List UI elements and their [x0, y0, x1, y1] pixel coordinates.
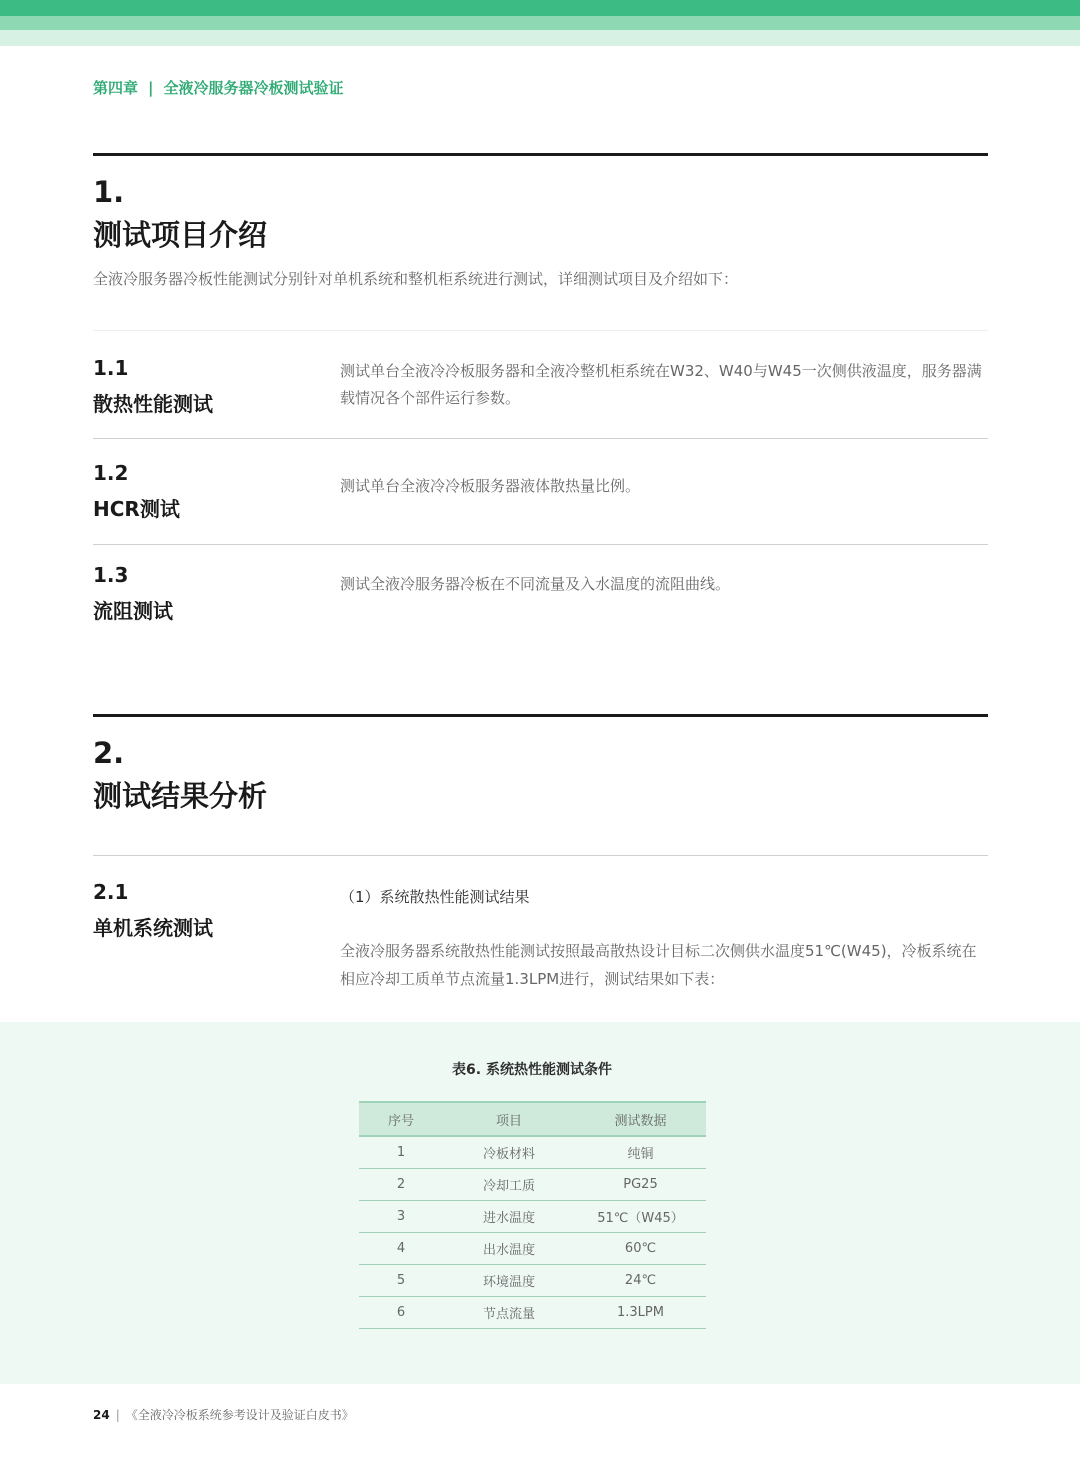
- cell-data: 24℃: [575, 1265, 706, 1297]
- section2-divider: [93, 855, 988, 856]
- table-row: [359, 1265, 706, 1297]
- chapter-header: [93, 77, 344, 98]
- header-data: 测试数据: [575, 1102, 706, 1136]
- cell-index: 2: [359, 1169, 443, 1201]
- table-row: [359, 1136, 706, 1169]
- table-row: [359, 1201, 706, 1233]
- test-conditions-table: [359, 1101, 706, 1329]
- cell-index: 4: [359, 1233, 443, 1265]
- footer-separator: |: [115, 1408, 120, 1422]
- item-divider: [93, 544, 988, 545]
- cell-item: 环境温度: [443, 1265, 575, 1297]
- page-footer: [93, 1406, 354, 1423]
- cell-data: PG25: [575, 1169, 706, 1201]
- page-number: 24: [93, 1408, 110, 1422]
- item-1-desc: 测试单台全液冷冷板服务器和全液冷整机柜系统在W32、W40与W45一次侧供液温度，服务器满载情况各个部件运行参数。: [340, 362, 982, 407]
- chapter-title: 全液冷服务器冷板测试验证: [163, 79, 344, 97]
- top-band-light: [0, 30, 1080, 46]
- table-row: [359, 1297, 706, 1329]
- sub-2-1-number: 2.1: [93, 880, 129, 904]
- cell-item: 出水温度: [443, 1233, 575, 1265]
- cell-item: 冷却工质: [443, 1169, 575, 1201]
- result-heading: （1）系统散热性能测试结果: [340, 888, 530, 906]
- cell-index: 1: [359, 1136, 443, 1169]
- chapter-number: 第四章: [93, 79, 139, 97]
- section1-intro: 全液冷服务器冷板性能测试分别针对单机系统和整机柜系统进行测试，详细测试项目及介绍如下：: [93, 270, 739, 288]
- cell-data: 60℃: [575, 1233, 706, 1265]
- item-1-number: 1.1: [93, 356, 129, 380]
- item-3-number: 1.3: [93, 563, 129, 587]
- item-divider: [93, 330, 988, 331]
- top-band-dark: [0, 0, 1080, 16]
- item-divider: [93, 438, 988, 439]
- cell-index: 3: [359, 1201, 443, 1233]
- cell-item: 进水温度: [443, 1201, 575, 1233]
- item-3-title: 流阻测试: [93, 599, 173, 623]
- item-2-desc: 测试单台全液冷冷板服务器液体散热量比例。: [340, 477, 641, 495]
- cell-index: 6: [359, 1297, 443, 1329]
- item-2-number: 1.2: [93, 461, 129, 485]
- section1-rule: [93, 153, 988, 156]
- item-2-title: HCR测试: [93, 497, 180, 521]
- cell-index: 5: [359, 1265, 443, 1297]
- cell-data: 51℃（W45）: [575, 1201, 706, 1233]
- result-description: 全液冷服务器系统散热性能测试按照最高散热设计目标二次侧供水温度51℃(W45)，冷板系统在相应冷却工质单节点流量1.3LPM进行，测试结果如下表：: [340, 942, 977, 988]
- item-3-desc: 测试全液冷服务器冷板在不同流量及入水温度的流阻曲线。: [340, 575, 731, 593]
- section2-title: 测试结果分析: [93, 779, 268, 813]
- sub-2-1-title: 单机系统测试: [93, 916, 213, 940]
- item-1-title: 散热性能测试: [93, 392, 213, 416]
- section2-rule: [93, 714, 988, 717]
- table-row: [359, 1169, 706, 1201]
- section2-number: 2.: [93, 736, 125, 770]
- cell-item: 节点流量: [443, 1297, 575, 1329]
- cell-data: 1.3LPM: [575, 1297, 706, 1329]
- table-header-row: [359, 1102, 706, 1136]
- top-band-mid: [0, 16, 1080, 30]
- table-caption: 表6. 系统热性能测试条件: [452, 1062, 612, 1078]
- cell-item: 冷板材料: [443, 1136, 575, 1169]
- section1-title: 测试项目介绍: [93, 218, 268, 252]
- cell-data: 纯铜: [575, 1136, 706, 1169]
- book-title: 《全液冷冷板系统参考设计及验证白皮书》: [125, 1408, 354, 1422]
- table-row: [359, 1233, 706, 1265]
- header-item: 项目: [443, 1102, 575, 1136]
- section1-number: 1.: [93, 175, 125, 209]
- header-index: 序号: [359, 1102, 443, 1136]
- chapter-separator: |: [148, 79, 154, 97]
